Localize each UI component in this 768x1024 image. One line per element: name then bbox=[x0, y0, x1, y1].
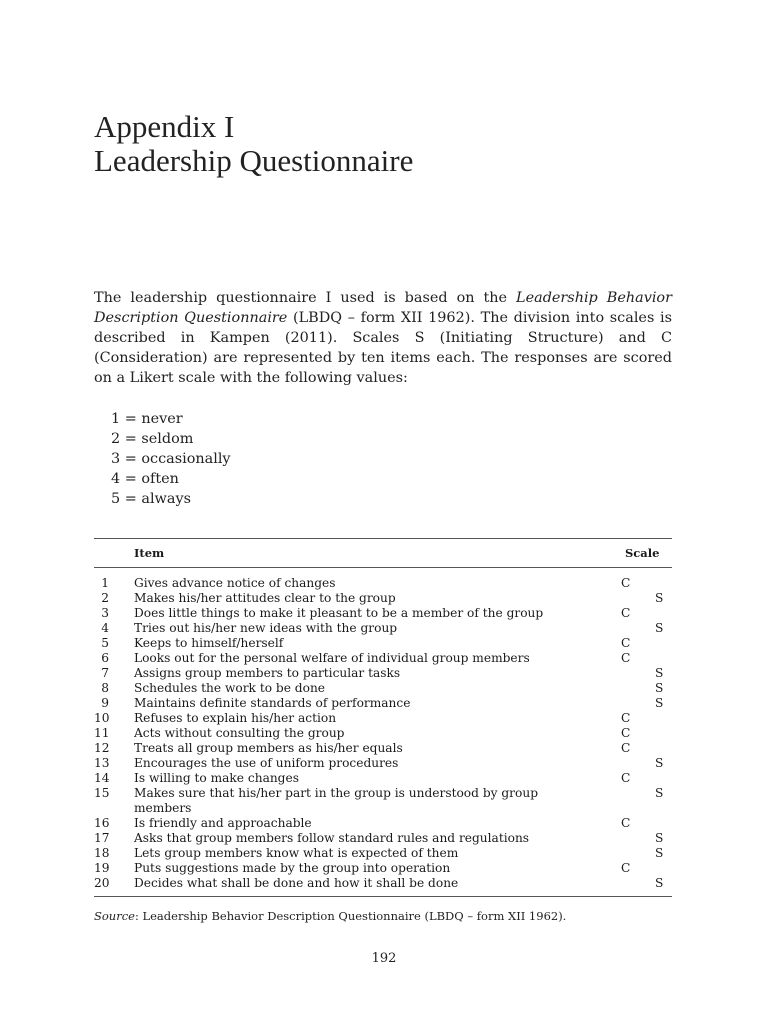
row-number: 5 bbox=[101, 636, 109, 650]
likert-item: 3 = occasionally bbox=[111, 451, 231, 467]
row-scale: S bbox=[655, 786, 664, 800]
table-row bbox=[94, 651, 672, 666]
row-number: 4 bbox=[101, 621, 109, 635]
row-item-text: Keeps to himself/herself bbox=[134, 636, 284, 650]
table-row bbox=[94, 606, 672, 621]
row-item-text: Lets group members know what is expected of them bbox=[134, 846, 459, 860]
table-row bbox=[94, 831, 672, 846]
row-item-text: Does little things to make it pleasant to be a member of the group bbox=[134, 606, 544, 620]
appendix-title-line2: Leadership Questionnaire bbox=[94, 143, 414, 178]
intro-text-2: (LBDQ – form XII 1962). The division into scales is described in Kampen (2011). Scales S (Initiating Structure) and C (Consideration) are represented by ten items each. The responses are scored on a Likert scale with the following values: bbox=[94, 310, 672, 386]
row-number: 8 bbox=[101, 681, 109, 695]
row-item-text: Schedules the work to be done bbox=[134, 681, 326, 695]
table-bottom-rule bbox=[94, 896, 672, 897]
row-scale: S bbox=[655, 876, 664, 890]
row-scale: S bbox=[655, 666, 664, 680]
row-item-text: Encourages the use of uniform procedures bbox=[134, 756, 399, 770]
table-row bbox=[94, 876, 672, 891]
row-number: 10 bbox=[94, 711, 110, 725]
row-scale: C bbox=[621, 726, 631, 740]
row-item-text: Gives advance notice of changes bbox=[134, 576, 336, 590]
appendix-title bbox=[94, 110, 413, 178]
row-scale: S bbox=[655, 756, 664, 770]
likert-item: 5 = always bbox=[111, 491, 191, 507]
table-row bbox=[94, 741, 672, 756]
table-row bbox=[94, 756, 672, 771]
source-note bbox=[94, 909, 566, 923]
row-scale: S bbox=[655, 681, 664, 695]
row-item-text: Asks that group members follow standard rules and regulations bbox=[134, 831, 530, 845]
row-scale: C bbox=[621, 816, 631, 830]
row-item-text: Looks out for the personal welfare of individual group members bbox=[134, 651, 530, 665]
row-scale: C bbox=[621, 636, 631, 650]
row-item-text: Tries out his/her new ideas with the group bbox=[134, 621, 398, 635]
row-scale: S bbox=[655, 591, 664, 605]
questionnaire-table bbox=[94, 538, 672, 897]
intro-italic-title: Leadership Behavior Description Questionnaire bbox=[94, 290, 672, 326]
source-text: : Leadership Behavior Description Questionnaire (LBDQ – form XII 1962). bbox=[134, 909, 567, 923]
row-item-text: Maintains definite standards of performance bbox=[134, 696, 411, 710]
row-scale: C bbox=[621, 651, 631, 665]
row-item-text: Refuses to explain his/her action bbox=[134, 711, 337, 725]
header-item: Item bbox=[134, 546, 165, 560]
row-item-text: Is willing to make changes bbox=[134, 771, 299, 785]
row-item-text: Makes sure that his/her part in the group is understood by group members bbox=[134, 786, 538, 815]
likert-item: 4 = often bbox=[111, 471, 179, 487]
row-scale: C bbox=[621, 741, 631, 755]
row-item-text: Assigns group members to particular tasks bbox=[134, 666, 401, 680]
table-row bbox=[94, 786, 672, 816]
appendix-title-line1: Appendix I bbox=[94, 109, 235, 144]
intro-paragraph bbox=[94, 288, 672, 388]
row-number: 9 bbox=[101, 696, 109, 710]
row-item-text: Treats all group members as his/her equals bbox=[134, 741, 403, 755]
row-number: 20 bbox=[94, 876, 110, 890]
table-row bbox=[94, 726, 672, 741]
row-number: 2 bbox=[101, 591, 109, 605]
table-row bbox=[94, 576, 672, 591]
row-number: 19 bbox=[94, 861, 110, 875]
row-number: 14 bbox=[94, 771, 110, 785]
row-scale: C bbox=[621, 606, 631, 620]
table-row bbox=[94, 861, 672, 876]
table-row bbox=[94, 711, 672, 726]
row-scale: S bbox=[655, 621, 664, 635]
likert-item: 1 = never bbox=[111, 411, 183, 427]
row-scale: C bbox=[621, 711, 631, 725]
row-number: 7 bbox=[101, 666, 109, 680]
row-item-text: Puts suggestions made by the group into operation bbox=[134, 861, 451, 875]
row-number: 11 bbox=[94, 726, 110, 740]
row-number: 16 bbox=[94, 816, 110, 830]
table-row bbox=[94, 621, 672, 636]
source-label: Source bbox=[94, 909, 135, 923]
row-number: 6 bbox=[101, 651, 109, 665]
intro-text-1: The leadership questionnaire I used is based on the bbox=[94, 290, 517, 306]
row-item-text: Acts without consulting the group bbox=[134, 726, 345, 740]
row-item-text: Makes his/her attitudes clear to the group bbox=[134, 591, 396, 605]
row-scale: C bbox=[621, 576, 631, 590]
row-scale: C bbox=[621, 771, 631, 785]
table-body bbox=[94, 568, 672, 896]
likert-item: 2 = seldom bbox=[111, 431, 194, 447]
table-row bbox=[94, 636, 672, 651]
table-row bbox=[94, 666, 672, 681]
table-row bbox=[94, 846, 672, 861]
table-row bbox=[94, 771, 672, 786]
row-number: 17 bbox=[94, 831, 110, 845]
page-number: 192 bbox=[371, 951, 397, 966]
table-row bbox=[94, 591, 672, 606]
table-row bbox=[94, 696, 672, 711]
row-number: 13 bbox=[94, 756, 110, 770]
table-header bbox=[94, 539, 672, 567]
row-scale: S bbox=[655, 846, 664, 860]
row-scale: C bbox=[621, 861, 631, 875]
header-scale: Scale bbox=[625, 546, 660, 560]
table-row bbox=[94, 681, 672, 696]
table-row bbox=[94, 816, 672, 831]
row-item-text: Is friendly and approachable bbox=[134, 816, 312, 830]
row-number: 3 bbox=[101, 606, 109, 620]
likert-scale-list bbox=[111, 409, 231, 509]
row-number: 18 bbox=[94, 846, 110, 860]
row-number: 15 bbox=[94, 786, 110, 800]
row-item-text: Decides what shall be done and how it shall be done bbox=[134, 876, 459, 890]
row-scale: S bbox=[655, 831, 664, 845]
row-number: 12 bbox=[94, 741, 110, 755]
row-scale: S bbox=[655, 696, 664, 710]
row-number: 1 bbox=[101, 576, 109, 590]
